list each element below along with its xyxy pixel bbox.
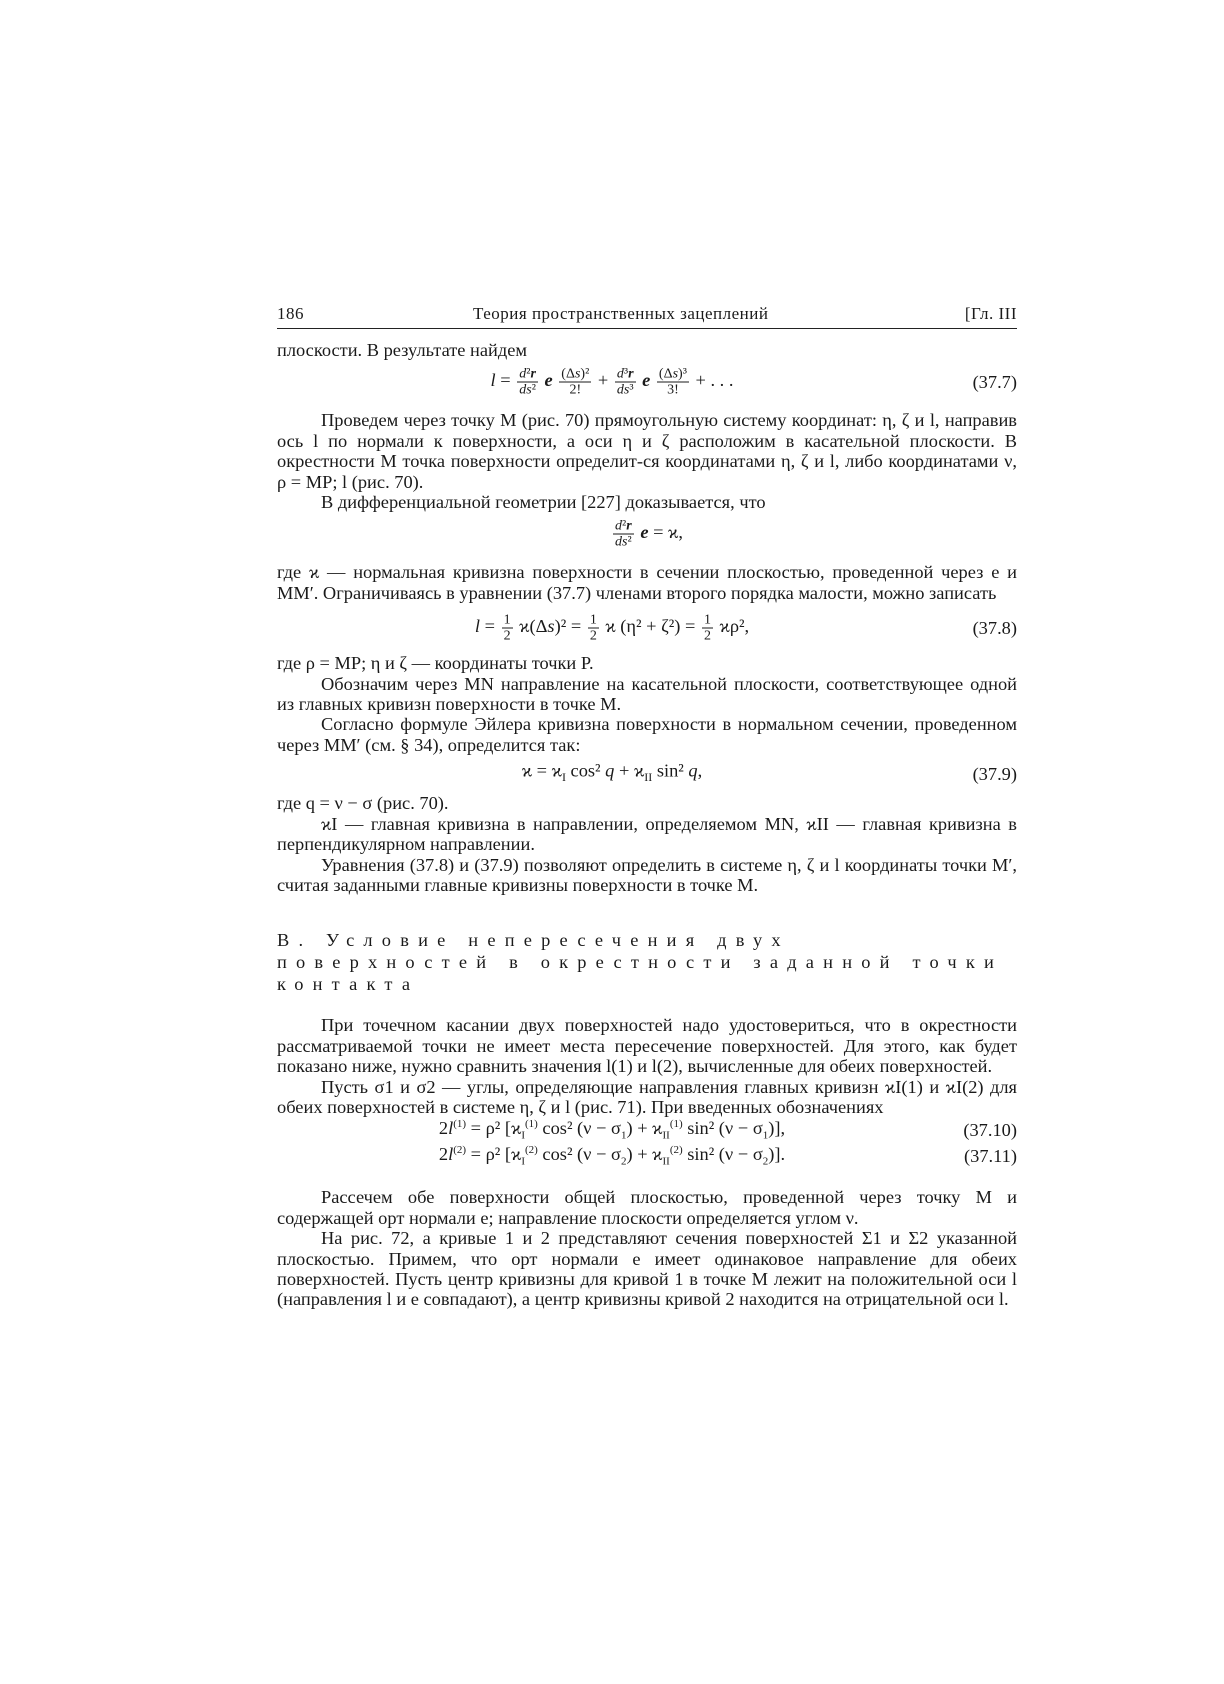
paragraph: где ϰ — нормальная кривизна поверхности в сечении плоскостью, проведенной через e и MM′. Ограничиваясь в уравнении (37.7) членами второго порядка малости, можно записать bbox=[277, 562, 1017, 603]
equation-number: (37.7) bbox=[972, 372, 1017, 393]
paragraph: плоскости. В результате найдем bbox=[277, 340, 528, 360]
equation-number: (37.8) bbox=[972, 618, 1017, 639]
running-title: Теория пространственных зацеплений bbox=[473, 304, 769, 323]
paragraph: Проведем через точку M (рис. 70) прямоугольную систему координат: η, ζ и l, направив ось l по нормали к поверхности, а оси η и ζ расположим в касательной плоскости. В окрестности M точка поверхности определит-ся координатами η, ζ и l, либо координатами ν, ρ = MP; l (рис. 70). bbox=[277, 410, 1017, 492]
formula: l = $\frac{\text{d²r}}{\text{ds²}}$ e $\frac{\text{(Δs)²}}{2!}$ + $\frac{\text{d³r}}{\text{ds³}}$ e $\frac{\text{(Δs)³}}{3!}$ + . . . bbox=[490, 366, 734, 398]
paragraph: Уравнения (37.8) и (37.9) позволяют определить в системе η, ζ и l координаты точки M′, считая заданными главные кривизны поверхности в точке M. bbox=[277, 854, 1017, 895]
equation-curvature bbox=[277, 512, 1017, 556]
paragraph: где q = ν − σ (рис. 70). bbox=[277, 793, 449, 814]
formula: $\frac{\text{d²r}}{\text{ds²}}$ e = ϰ, bbox=[615, 518, 683, 550]
chapter-label: [Гл. III bbox=[964, 304, 1017, 323]
paragraph: Согласно формуле Эйлера кривизна поверхности в нормальном сечении, проведенном через MM′ (см. § 34), определится так: bbox=[277, 714, 1017, 755]
page-body bbox=[277, 340, 1017, 1310]
paragraph: Пусть σ1 и σ2 — углы, определяющие направления главных кривизн ϰI(1) и ϰI(2) для обеих поверхностей в системе η, ζ и l (рис. 71). При введенных обозначениях bbox=[277, 1076, 1017, 1117]
formula: $2l^{(1)} = \rho^2$ [$ϰ_I^{(1)}$ cos² $(\nu - \sigma_1) + ϰ_{II}^{(1)}$ sin² $(\nu - \sigma_1)$], bbox=[438, 1118, 786, 1143]
page-number: 186 bbox=[277, 304, 304, 323]
paragraph: Рассечем обе поверхности общей плоскостью, проведенной через точку M и содержащей орт нормали e; направление плоскости определяется углом ν. bbox=[277, 1187, 1017, 1228]
paragraph: В дифференциальной геометрии [227] доказывается, что bbox=[321, 492, 766, 513]
running-header bbox=[277, 302, 1017, 329]
formula: $2l^{(2)} = \rho^2$ [$ϰ_I^{(2)}$ cos² $(\nu - \sigma_2) + ϰ_{II}^{(2)}$ sin² $(\nu - \sigma_2)$]. bbox=[438, 1144, 786, 1169]
equation-number: (37.11) bbox=[964, 1146, 1017, 1167]
paragraph: Обозначим через MN направление на касательной плоскости, соответствующее одной из главных кривизн поверхности в точке M. bbox=[277, 673, 1017, 715]
equation-37-7 bbox=[277, 360, 1017, 404]
formula: $ϰ = ϰ_I$ cos² $q + ϰ_{II}$ sin² q, bbox=[521, 760, 703, 785]
paragraph: При точечном касании двух поверхностей надо удостовериться, что в окрестности рассматриваемой точки не имеет места пересечение поверхностей. Для этого, как будет показано ниже, нужно сравнить значения l(1) и l(2), вычисленные для обеих поверхностей. bbox=[277, 1015, 1017, 1077]
paragraph: где ρ = MP; η и ζ — координаты точки P. bbox=[277, 653, 594, 674]
formula: l = $\frac{1}{2}$ ϰ(Δs)² = $\frac{1}{2}$ ϰ (η² + ζ²) = $\frac{1}{2}$ ϰρ², bbox=[474, 612, 750, 644]
paragraph: На рис. 72, a кривые 1 и 2 представляют сечения поверхностей Σ1 и Σ2 указанной плоскостью. Примем, что орт нормали e имеет одинаковое направление для обеих поверхностей. Пусть центр кривизны для кривой 1 в точке M лежит на положительной оси l (направления l и e совпадают), а центр кривизны кривой 2 находится на отрицательной оси l. bbox=[277, 1228, 1017, 1310]
equation-number: (37.9) bbox=[972, 764, 1017, 785]
section-heading: В. Условие непересечения двух поверхностей в окрестности заданной точки контакта bbox=[277, 930, 1004, 995]
paragraph: ϰI — главная кривизна в направлении, определяемом MN, ϰII — главная кривизна в перпендикулярном направлении. bbox=[277, 813, 1017, 855]
equation-37-11 bbox=[277, 1143, 1017, 1169]
equation-number: (37.10) bbox=[963, 1120, 1017, 1141]
equation-37-9 bbox=[277, 755, 1017, 793]
equation-37-8 bbox=[277, 603, 1017, 653]
